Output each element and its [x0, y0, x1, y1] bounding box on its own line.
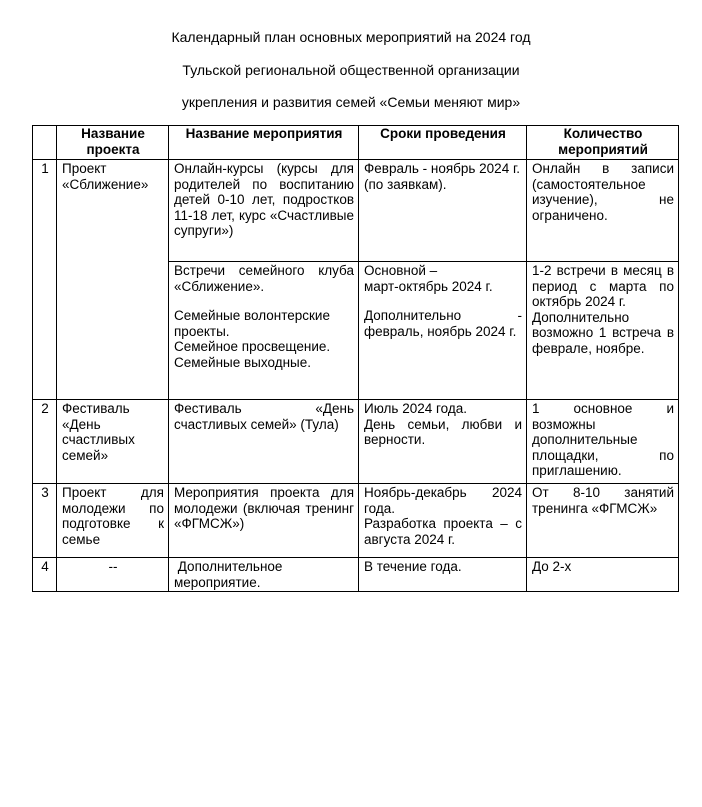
- dates-line: Февраль - ноябрь 2024 г.: [364, 161, 520, 176]
- event-count: От 8-10 занятий тренинга «ФГМСЖ»: [527, 484, 679, 558]
- row-number: 2: [33, 400, 57, 484]
- dates-line: День семьи, любви и верности.: [364, 416, 522, 447]
- event-count: [527, 262, 679, 400]
- event-dates: [359, 400, 527, 484]
- row-number: 1: [33, 160, 57, 400]
- project-name: Проект для молодежи по подготовке к семье: [57, 484, 169, 558]
- project-name: Проект «Сближение»: [57, 160, 169, 400]
- table-row: [33, 558, 679, 592]
- header-dates: Сроки проведения: [359, 126, 527, 160]
- event-count: 1 основное и возможны дополнительные площадки, по приглашению.: [527, 400, 679, 484]
- events-table: [32, 125, 679, 592]
- event-line: Семейные волонтерские проекты.: [174, 308, 330, 339]
- project-name: Фестиваль «День счастливых семей»: [57, 400, 169, 484]
- table-row: [33, 160, 679, 262]
- event-line: Семейные выходные.: [174, 354, 311, 370]
- event-dates: [359, 262, 527, 400]
- dates-line: Дополнительно - февраль, ноябрь 2024 г.: [364, 308, 522, 339]
- dates-line: Разработка проекта – с августа 2024 г.: [364, 516, 522, 547]
- event-dates: [359, 484, 527, 558]
- event-name: Онлайн-курсы (курсы для родителей по воспитанию детей 0-10 лет, подростков 11-18 лет, курс «Счастливые супруги»): [169, 160, 359, 262]
- event-name: Фестиваль «День счастливых семей» (Тула): [169, 400, 359, 484]
- dates-line: Июль 2024 года.: [364, 401, 467, 416]
- event-dates: В течение года.: [359, 558, 527, 592]
- event-line: Семейное просвещение.: [174, 339, 331, 354]
- title-line-3: укрепления и развития семей «Семьи меняют мир»: [181, 94, 521, 110]
- event-name: Мероприятия проекта для молодежи (включая тренинг «ФГМСЖ»): [169, 484, 359, 558]
- table-row: [33, 484, 679, 558]
- header-count: Количество мероприятий: [527, 126, 679, 160]
- event-count: До 2-х: [527, 558, 679, 592]
- table-header-row: [33, 126, 679, 160]
- dates-line: (по заявкам).: [364, 176, 447, 192]
- project-name: --: [57, 558, 169, 592]
- count-line: Дополнительно возможно 1 встреча в феврале, ноябре.: [532, 309, 674, 356]
- dates-line: Основной –: [364, 263, 438, 278]
- count-line: 1-2 встречи в месяц в период с марта по октябрь 2024 г.: [532, 263, 674, 309]
- event-name: [169, 262, 359, 400]
- header-project: Название проекта: [57, 126, 169, 160]
- dates-line: Ноябрь-декабрь 2024 года.: [364, 485, 522, 516]
- event-name: Дополнительное мероприятие.: [169, 558, 359, 592]
- event-dates: [359, 160, 527, 262]
- header-num: [33, 126, 57, 160]
- row-number: 4: [33, 558, 57, 592]
- event-count: Онлайн в записи (самостоятельное изучение), не ограничено.: [527, 160, 679, 262]
- dates-line: март-октябрь 2024 г.: [364, 278, 493, 294]
- row-number: 3: [33, 484, 57, 558]
- table-row: [33, 400, 679, 484]
- title-line-2: Тульской региональной общественной организации: [182, 62, 520, 78]
- event-line: Встречи семейного клуба «Сближение».: [174, 263, 354, 294]
- title-line-1: Календарный план основных мероприятий на 2024 год: [171, 29, 531, 45]
- header-event: Название мероприятия: [169, 126, 359, 160]
